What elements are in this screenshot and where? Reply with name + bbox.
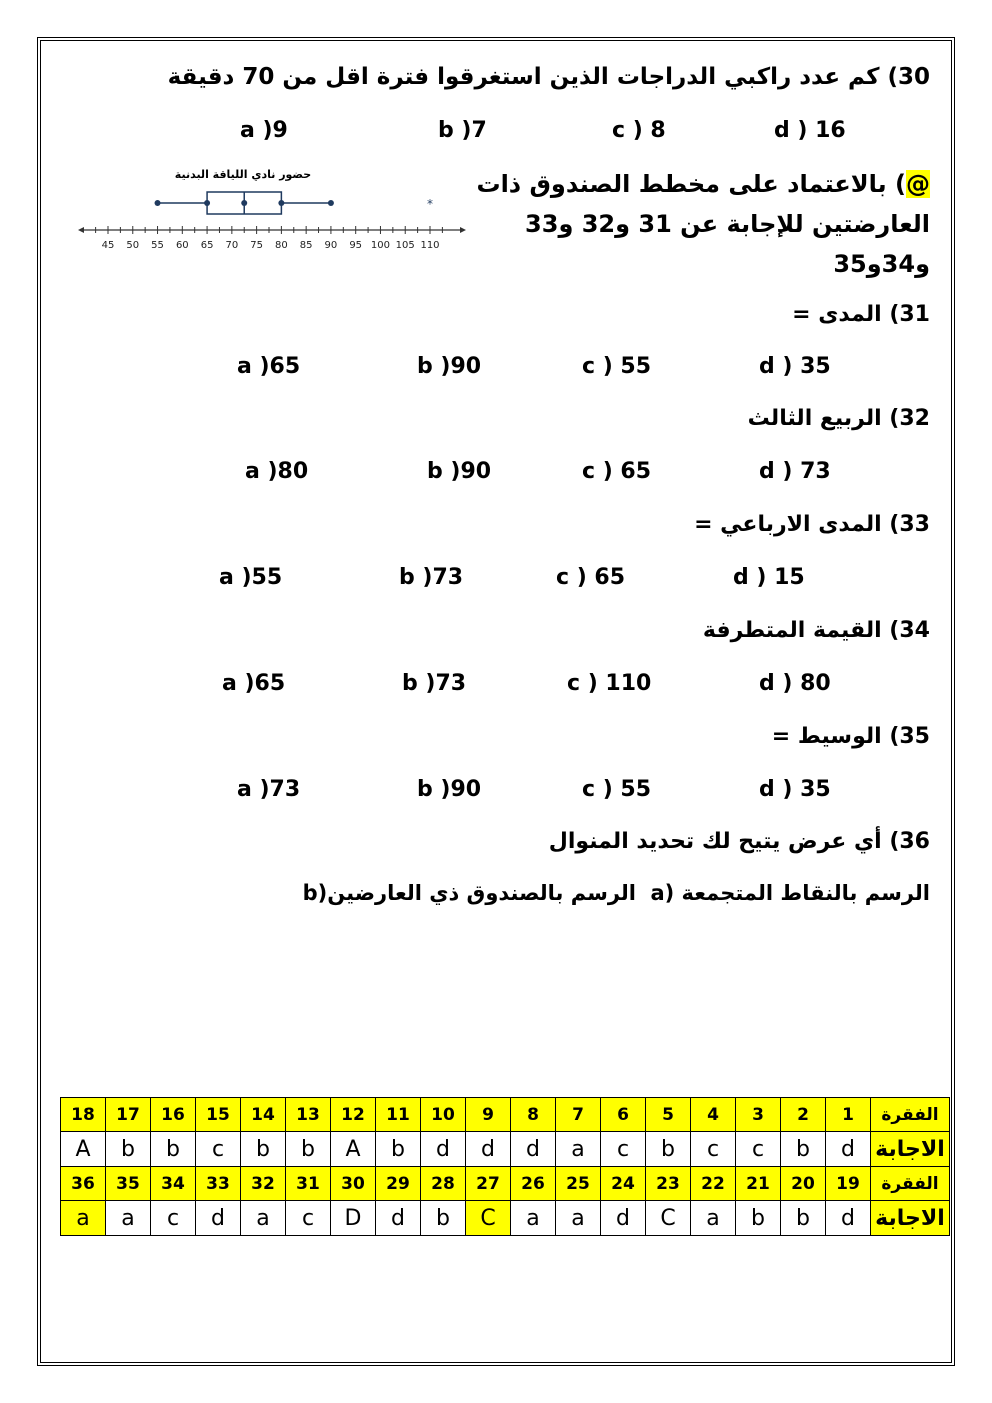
axis-tick-label: 95 bbox=[349, 240, 363, 251]
table-cell-answer: a bbox=[106, 1201, 151, 1236]
axis-tick-label: 65 bbox=[200, 240, 214, 251]
q33-option-c[interactable]: c ) 65 bbox=[556, 565, 626, 590]
q30-option-a[interactable]: a )9 bbox=[240, 118, 288, 143]
table-cell-number: 33 bbox=[196, 1167, 241, 1201]
q32-option-a[interactable]: a )80 bbox=[245, 459, 309, 484]
table-cell-answer: c bbox=[691, 1132, 736, 1167]
axis-tick-label: 45 bbox=[101, 240, 115, 251]
table-cell-answer: d bbox=[376, 1201, 421, 1236]
table-cell-number: 27 bbox=[466, 1167, 511, 1201]
q35-option-c[interactable]: c ) 55 bbox=[582, 777, 652, 802]
table-cell-answer: A bbox=[331, 1132, 376, 1167]
q31-options bbox=[0, 354, 992, 384]
table-row-answers-1 bbox=[61, 1132, 950, 1167]
table-cell-number: 29 bbox=[376, 1167, 421, 1201]
table-cell-answer: b bbox=[736, 1201, 781, 1236]
q34-option-b[interactable]: b )73 bbox=[402, 671, 467, 696]
max-point bbox=[328, 200, 334, 206]
q33-option-a[interactable]: a )55 bbox=[219, 565, 283, 590]
q36-text: 36) أي عرض يتيح لك تحديد المنوال bbox=[548, 829, 930, 854]
intro-line-2: العارضتين للإجابة عن 31 و32 و33 bbox=[525, 210, 930, 238]
q30-option-d[interactable]: d ) 16 bbox=[774, 118, 846, 143]
table-cell-number: 26 bbox=[511, 1167, 556, 1201]
q31-option-b[interactable]: b )90 bbox=[417, 354, 482, 379]
table-cell-answer: b bbox=[241, 1132, 286, 1167]
axis-tick-label: 110 bbox=[420, 240, 440, 251]
table-cell-number: 24 bbox=[601, 1167, 646, 1201]
table-cell-answer: a bbox=[511, 1201, 556, 1236]
table-cell-answer: c bbox=[196, 1132, 241, 1167]
chart-axis bbox=[78, 226, 466, 251]
axis-tick-label: 75 bbox=[250, 240, 263, 251]
min-point bbox=[155, 200, 161, 206]
q35-text: 35) الوسيط = bbox=[771, 724, 930, 749]
table-cell-answer: C bbox=[646, 1201, 691, 1236]
q32-option-d[interactable]: d ) 73 bbox=[759, 459, 831, 484]
table-cell-answer: c bbox=[601, 1132, 646, 1167]
q34-options bbox=[0, 671, 992, 701]
q34-text: 34) القيمة المتطرفة bbox=[702, 618, 930, 643]
table-cell-answer: C bbox=[466, 1201, 511, 1236]
table-cell-number: 14 bbox=[241, 1098, 286, 1132]
table-cell-answer: b bbox=[106, 1132, 151, 1167]
table-cell-number: 5 bbox=[646, 1098, 691, 1132]
table-cell-number: 8 bbox=[511, 1098, 556, 1132]
table-row-numbers-2 bbox=[61, 1167, 950, 1201]
table-cell-number: 18 bbox=[61, 1098, 106, 1132]
q33-option-d[interactable]: d ) 15 bbox=[733, 565, 805, 590]
q30-text: 30) كم عدد راكبي الدراجات الذين استغرقوا فترة اقل من 70 دقيقة bbox=[167, 64, 930, 90]
table-cell-answer: b bbox=[421, 1201, 466, 1236]
table-cell-answer: c bbox=[736, 1132, 781, 1167]
axis-arrow-left bbox=[78, 227, 84, 233]
table-row-answers-2 bbox=[61, 1201, 950, 1236]
table-row-numbers-1 bbox=[61, 1098, 950, 1132]
table-cell-answer: d bbox=[826, 1201, 871, 1236]
table-cell-answer: a bbox=[61, 1201, 106, 1236]
q31-text: 31) المدى = bbox=[792, 302, 930, 327]
q30-option-c[interactable]: c ) 8 bbox=[612, 118, 666, 143]
axis-tick-label: 85 bbox=[299, 240, 313, 251]
q32-text: 32) الربيع الثالث bbox=[747, 406, 930, 431]
table-cell-number: 7 bbox=[556, 1098, 601, 1132]
table-cell-answer: a bbox=[241, 1201, 286, 1236]
table-cell-answer: a bbox=[556, 1132, 601, 1167]
table-cell-answer: b bbox=[376, 1132, 421, 1167]
table-cell-number: 6 bbox=[601, 1098, 646, 1132]
axis-tick-label: 100 bbox=[370, 240, 391, 251]
q34-option-a[interactable]: a )65 bbox=[222, 671, 286, 696]
q36-option-b[interactable]: الرسم بالصندوق ذي العارضين(b bbox=[302, 881, 636, 905]
table-cell-answer: b bbox=[286, 1132, 331, 1167]
table-cell-number: 19 bbox=[826, 1167, 871, 1201]
q30-options bbox=[0, 118, 992, 148]
table-cell-answer: d bbox=[421, 1132, 466, 1167]
table-cell-answer: c bbox=[286, 1201, 331, 1236]
table-cell-answer: c bbox=[151, 1201, 196, 1236]
answer-table bbox=[60, 1097, 950, 1236]
table-cell-number: 16 bbox=[151, 1098, 196, 1132]
table-cell-number: 34 bbox=[151, 1167, 196, 1201]
table-cell-number: 20 bbox=[781, 1167, 826, 1201]
axis-tick-label: 55 bbox=[151, 240, 164, 251]
table-cell-answer: A bbox=[61, 1132, 106, 1167]
q33-option-b[interactable]: b )73 bbox=[399, 565, 464, 590]
table-cell-number: 4 bbox=[691, 1098, 736, 1132]
axis-tick-label: 80 bbox=[275, 240, 288, 251]
q33-options bbox=[0, 565, 992, 595]
q36-option-a[interactable]: الرسم بالنقاط المتجمعة (a bbox=[650, 881, 930, 905]
q35-option-d[interactable]: d ) 35 bbox=[759, 777, 831, 802]
table-cell-answer: D bbox=[331, 1201, 376, 1236]
axis-arrow-right bbox=[460, 227, 466, 233]
q31-option-c[interactable]: c ) 55 bbox=[582, 354, 652, 379]
q3-point bbox=[278, 200, 284, 206]
median-point bbox=[241, 200, 247, 206]
table-cell-answer: a bbox=[691, 1201, 736, 1236]
table-cell-number: 11 bbox=[376, 1098, 421, 1132]
axis-tick-label: 105 bbox=[395, 240, 415, 251]
table-cell-number: 21 bbox=[736, 1167, 781, 1201]
at-marker: @ bbox=[906, 170, 930, 198]
table-cell-number: 9 bbox=[466, 1098, 511, 1132]
q35-option-a[interactable]: a )73 bbox=[237, 777, 301, 802]
table-cell-number: 32 bbox=[241, 1167, 286, 1201]
table-cell-number: 31 bbox=[286, 1167, 331, 1201]
table-cell-number: 12 bbox=[331, 1098, 376, 1132]
q31-option-a[interactable]: a )65 bbox=[237, 354, 301, 379]
chart-box bbox=[155, 192, 433, 214]
q34-option-d[interactable]: d ) 80 bbox=[759, 671, 831, 696]
table-cell-answer: b bbox=[781, 1201, 826, 1236]
table-cell-number: 23 bbox=[646, 1167, 691, 1201]
table-cell-number: 1 bbox=[826, 1098, 871, 1132]
axis-tick-label: 50 bbox=[126, 240, 140, 251]
q30-option-b[interactable]: b )7 bbox=[438, 118, 487, 143]
table-cell-number: 10 bbox=[421, 1098, 466, 1132]
q35-options bbox=[0, 777, 992, 807]
outlier-point: * bbox=[427, 197, 433, 211]
table-cell-number: 25 bbox=[556, 1167, 601, 1201]
table-cell-number: 35 bbox=[106, 1167, 151, 1201]
q32-options bbox=[0, 459, 992, 489]
q35-option-b[interactable]: b )90 bbox=[417, 777, 482, 802]
intro-line-1 bbox=[476, 170, 930, 198]
table-cell-number: 30 bbox=[331, 1167, 376, 1201]
table-cell-answer: a bbox=[556, 1201, 601, 1236]
table-cell-answer: b bbox=[646, 1132, 691, 1167]
chart-title: حضور نادي اللياقة البدنية bbox=[174, 168, 312, 181]
table-cell-answer: b bbox=[151, 1132, 196, 1167]
q32-option-c[interactable]: c ) 65 bbox=[582, 459, 652, 484]
table-cell-number: 36 bbox=[61, 1167, 106, 1201]
q1-point bbox=[204, 200, 210, 206]
q32-option-b[interactable]: b )90 bbox=[427, 459, 492, 484]
box-plot-chart bbox=[78, 162, 468, 262]
table-cell-number: 3 bbox=[736, 1098, 781, 1132]
axis-tick-label: 90 bbox=[324, 240, 338, 251]
table-header-label: الفقرة bbox=[871, 1167, 950, 1201]
table-cell-answer: b bbox=[781, 1132, 826, 1167]
axis-tick-label: 70 bbox=[225, 240, 239, 251]
table-cell-answer: d bbox=[511, 1132, 556, 1167]
q34-option-c[interactable]: c ) 110 bbox=[567, 671, 652, 696]
table-cell-answer: d bbox=[601, 1201, 646, 1236]
q31-option-d[interactable]: d ) 35 bbox=[759, 354, 831, 379]
table-cell-number: 28 bbox=[421, 1167, 466, 1201]
q33-text: 33) المدى الارباعي = bbox=[694, 512, 930, 537]
table-answer-label: الاجابة bbox=[871, 1132, 950, 1167]
table-cell-number: 2 bbox=[781, 1098, 826, 1132]
intro-line-3: و34و35 bbox=[833, 250, 930, 278]
table-cell-number: 17 bbox=[106, 1098, 151, 1132]
table-cell-number: 13 bbox=[286, 1098, 331, 1132]
table-answer-label: الاجابة bbox=[871, 1201, 950, 1236]
table-cell-answer: d bbox=[196, 1201, 241, 1236]
intro-line-1-text: ) بالاعتماد على مخطط الصندوق ذات bbox=[476, 170, 906, 198]
axis-tick-label: 60 bbox=[175, 240, 189, 251]
table-cell-number: 15 bbox=[196, 1098, 241, 1132]
table-header-label: الفقرة bbox=[871, 1098, 950, 1132]
table-cell-number: 22 bbox=[691, 1167, 736, 1201]
table-cell-answer: d bbox=[466, 1132, 511, 1167]
table-cell-answer: d bbox=[826, 1132, 871, 1167]
